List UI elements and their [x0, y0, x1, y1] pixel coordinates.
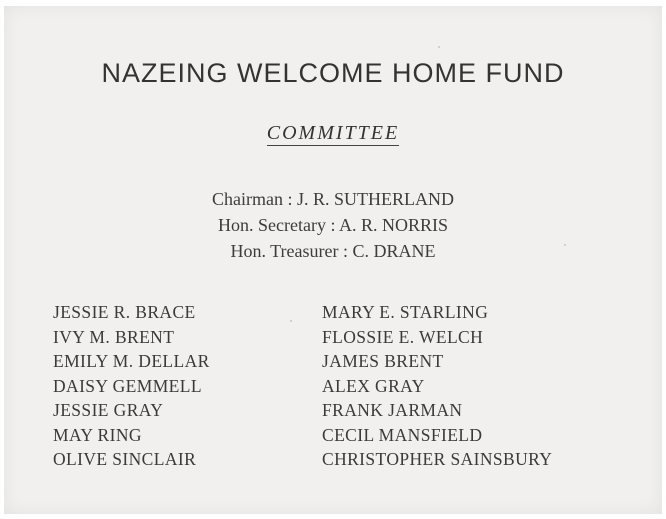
officer-role: Chairman :: [212, 189, 297, 209]
member-name: MAY RING: [53, 424, 142, 445]
officer-name: J. R. SUTHERLAND: [296, 189, 454, 209]
member-name: CECIL MANSFIELD: [322, 424, 483, 445]
officer-treasurer: [4, 238, 662, 264]
members-left-column: [53, 300, 210, 472]
committee-heading: [4, 122, 662, 145]
member-name: OLIVE SINCLAIR: [53, 449, 197, 469]
member-name: DAISY GEMMELL: [53, 375, 202, 396]
officer-chairman: [4, 186, 662, 212]
member-name: JAMES BRENT: [322, 351, 444, 371]
page-title: NAZEING WELCOME HOME FUND: [101, 58, 565, 88]
member-name: JESSIE R. BRACE: [53, 302, 196, 322]
member-name: FRANK JARMAN: [322, 400, 463, 420]
members-right-column: [322, 300, 552, 472]
member-name: FLOSSIE E. WELCH: [322, 326, 484, 347]
officer-secretary: [4, 212, 662, 238]
committee-heading-text: COMMITTEE: [266, 122, 400, 144]
paper-speck: [290, 320, 292, 322]
officer-role: Hon. Treasurer :: [230, 241, 352, 261]
member-name: ALEX GRAY: [322, 375, 425, 396]
paper-speck: [564, 244, 566, 246]
member-name: IVY M. BRENT: [53, 326, 175, 347]
member-name: EMILY M. DELLAR: [53, 351, 210, 371]
officer-role: Hon. Secretary :: [218, 215, 339, 235]
member-name: MARY E. STARLING: [322, 302, 489, 322]
paper-speck: [438, 46, 440, 48]
document-page: [4, 6, 662, 514]
member-name: CHRISTOPHER SAINSBURY: [322, 449, 553, 469]
member-name: JESSIE GRAY: [53, 400, 164, 420]
officers-list: [4, 186, 662, 264]
officer-name: A. R. NORRIS: [338, 215, 448, 235]
officer-name: C. DRANE: [352, 241, 436, 261]
